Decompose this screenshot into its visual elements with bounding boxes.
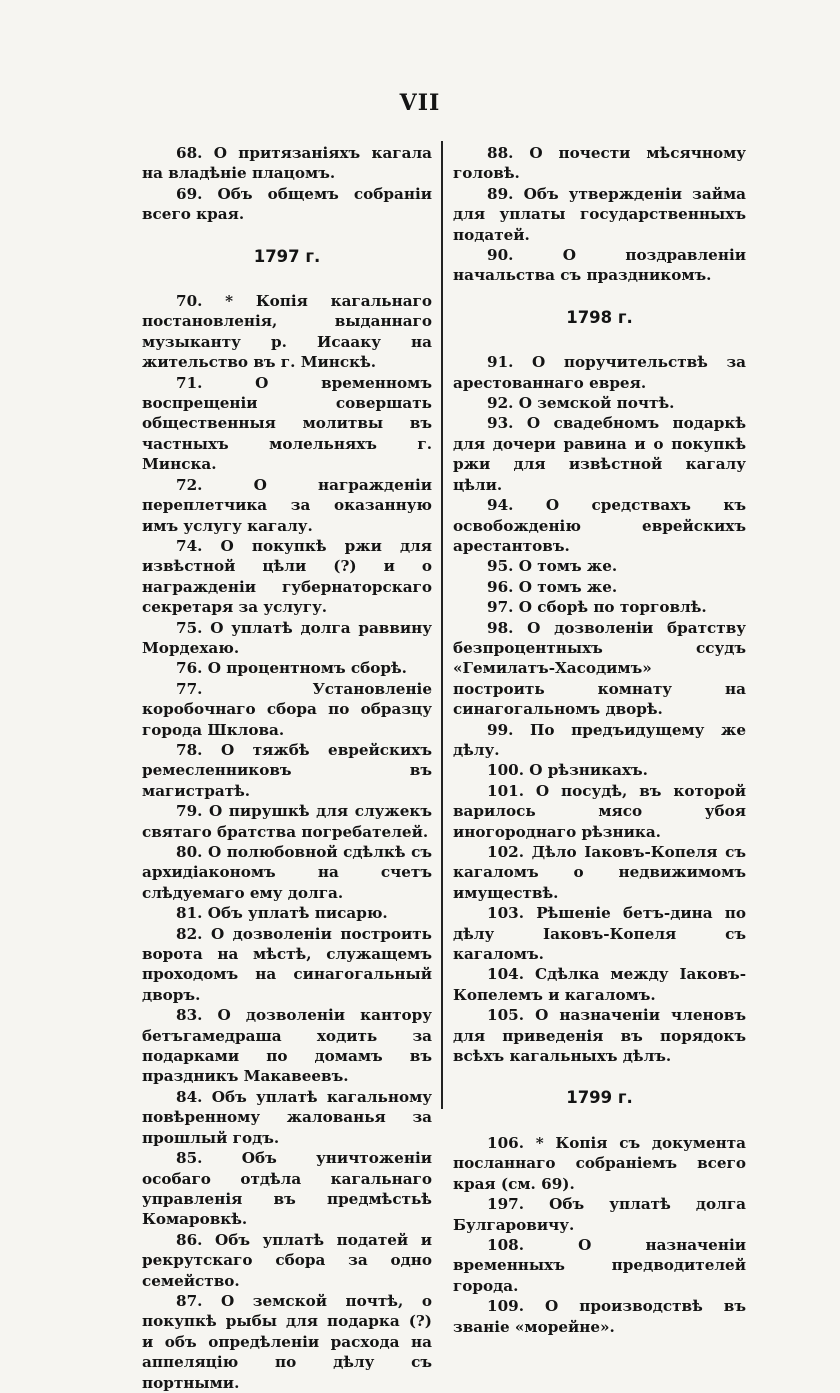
entry-94: 94. О средствахъ къ освобожденію еврейскихъ арестантовъ. [453,496,746,555]
entry-75: 75. О уплатѣ долга раввину Мордехаю. [142,618,432,657]
entry-109: 109. О производствѣ въ званіе «морейне». [453,1297,746,1336]
entry-74: 74. О покупкѣ ржи для извѣстной цѣли (?) и о награжденіи губернаторскаго секретаря за услугу. [142,536,432,617]
entry-89: 89. Объ утвержденіи займа для уплаты государственныхъ податей. [453,184,746,244]
entry-81: 81. Объ уплатѣ писарю. [176,904,388,923]
year-heading-1797: 1797 г. [253,246,321,266]
entry-100: 100. О рѣзникахъ. [487,761,648,780]
entry-70: 70. * Копія кагальнаго постановленія, выданнаго музыканту р. Исааку на жительство въ г. Минскѣ. [142,292,432,372]
entry-98: 98. О дозволеніи братству безпроцентныхъ ссудъ «Гемилатъ-Хасодимъ» построить комнату на синагогальномъ дворѣ. [453,618,746,719]
entry-84: 84. Объ уплатѣ кагальному повѣренному жалованья за прошлый годъ. [142,1087,432,1147]
entry-85: 85. Объ уничтоженіи особаго отдѣла кагальнаго управленія въ предмѣстьѣ Комаровкѣ. [142,1149,432,1229]
year-heading-1799: 1799 г. [566,1088,633,1108]
entry-88: 88. О почести мѣсячному головѣ. [453,144,746,183]
entry-97: 97. О сборѣ по торговлѣ. [487,598,707,617]
right-column [453,143,746,1337]
entry-79: 79. О пирушкѣ для служекъ святаго братства погребателей. [142,802,432,841]
entry-102: 102. Дѣло Іаковъ-Копеля съ кагаломъ о недвижимомъ имуществѣ. [453,843,746,902]
entry-76: 76. О процентномъ сборѣ. [176,659,407,678]
entry-86: 86. Объ уплатѣ податей и рекрутскаго сбора за одно семейство. [142,1230,432,1290]
entry-69: 69. Объ общемъ собраніи всего края. [142,184,432,224]
entry-96: 96. О томъ же. [487,577,618,596]
entry-80: 80. О полюбовной сдѣлкѣ съ архидіакономъ на счетъ слѣдуемаго ему долга. [142,843,432,902]
entry-78: 78. О тяжбѣ еврейскихъ ремесленниковъ въ магистратѣ. [142,740,432,800]
entry-105: 105. О назначеніи членовъ для приведенія въ порядокъ всѣхъ кагальныхъ дѣлъ. [453,1006,746,1066]
entry-77: 77. Установленіе коробочнаго сбора по образцу города Шклова. [142,679,432,739]
entry-91: 91. О поручительствѣ за арестованнаго еврея. [453,353,746,392]
entry-68: 68. О притязаніяхъ кагала на владѣніе плацомъ. [142,144,432,183]
entry-82: 82. О дозволеніи построить ворота на мѣстѣ, служащемъ проходомъ на синагогальный дворъ. [142,924,432,1004]
left-column [142,143,432,1393]
entry-108: 108. О назначеніи временныхъ предводителей города. [453,1235,746,1295]
entry-95: 95. О томъ же. [487,557,618,576]
entry-72: 72. О награжденіи переплетчика за оказанную имъ услугу кагалу. [142,475,432,535]
entry-99: 99. По предъидущему же дѣлу. [453,720,746,759]
entry-87: 87. О земской почтѣ, о покупкѣ рыбы для подарка (?) и объ опредѣленіи расхода на аппеляцію по дѣлу съ портными. [142,1291,432,1392]
entry-104: 104. Сдѣлка между Іаковъ-Копелемъ и кагаломъ. [453,965,746,1004]
entry-103: 103. Рѣшеніе бетъ-дина по дѣлу Іаковъ-Копеля съ кагаломъ. [453,904,746,964]
entry-101: 101. О посудѣ, въ которой варилось мясо убоя иногороднаго рѣзника. [453,781,746,841]
year-heading-1798: 1798 г. [566,307,633,327]
entry-197: 197. Объ уплатѣ долга Булгаровичу. [453,1195,746,1234]
page-number: VII [399,90,441,116]
entry-83: 83. О дозволеніи кантору бетъгамедраша ходить за подарками по домамъ въ праздникъ Макавеевъ. [142,1006,432,1086]
entry-106: 106. * Копія съ документа посланнаго собраніемъ всего края (см. 69). [453,1133,746,1193]
entry-71: 71. О временномъ воспрещеніи совершать общественныя молитвы въ частныхъ молельняхъ г. Минска. [142,373,432,474]
entry-92: 92. О земской почтѣ. [487,394,675,413]
column-divider [441,141,443,1109]
entry-93: 93. О свадебномъ подаркѣ для дочери равина и о покупкѣ ржи для извѣстной кагалу цѣли. [453,414,746,494]
entry-90: 90. О поздравленіи начальства съ праздникомъ. [453,246,746,285]
